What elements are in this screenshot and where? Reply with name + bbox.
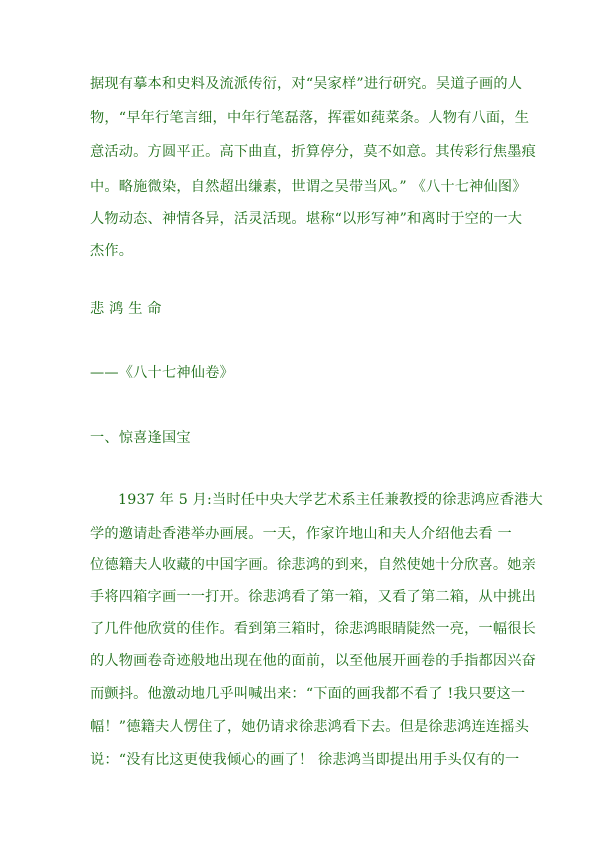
heading-1: 一、惊喜逢国宝	[90, 430, 191, 446]
paragraph-1-line: 物，“早年行笔言细，中年行笔磊落，挥霍如莼菜条。人物有八面，生	[90, 110, 530, 126]
subtitle: ——《八十七神仙卷》	[90, 365, 234, 381]
paragraph-2-line: 学的邀请赴香港举办画展。一天，作家许地山和夫人介绍他去看 一	[90, 526, 512, 542]
paragraph-2-line: 说：“没有比这更使我倾心的画了！ 徐悲鸿当即提出用手头仅有的一	[90, 752, 520, 768]
paragraph-2-line: 的人物画卷奇迹般地出现在他的面前，以至他展开画卷的手指都因兴奋	[90, 653, 537, 669]
paragraph-1-line: 意活动。方圆平正。高下曲直，折算停分，莫不如意。其传彩行焦墨痕	[90, 144, 537, 160]
paragraph-1-line: 据现有摹本和史料及流派传衍，对“吴家样”进行研究。吴道子画的人	[90, 76, 523, 92]
paragraph-2-line: 而颤抖。他激动地几乎叫喊出来：“下面的画我都不看了 !我只要这一	[90, 686, 526, 702]
paragraph-2-line: 手将四箱字画一一打开。徐悲鸿看了第一箱，又看了第二箱，从中挑出	[90, 589, 537, 605]
paragraph-1-line: 中。略施微染，自然超出缣素，世谓之吴带当风。” 《八十七神仙图》	[90, 179, 527, 195]
paragraph-2-line: 1937 年 5 月:当时任中央大学艺术系主任兼教授的徐悲鸿应香港大	[118, 492, 543, 508]
paragraph-1-line: 杰作。	[90, 243, 134, 259]
paragraph-2-line: 幅！”德籍夫人愣住了，她仍请求徐悲鸿看下去。但是徐悲鸿连连摇头	[90, 719, 530, 735]
paragraph-1-line: 人物动态、神情各异，活灵活现。堪称“以形写神”和离时于空的一大	[90, 211, 523, 227]
paragraph-2-line: 位德籍夫人收藏的中国字画。徐悲鸿的到来，自然使她十分欣喜。她亲	[90, 557, 537, 573]
paragraph-2-line: 了几件他欣赏的佳作。看到第三箱时，徐悲鸿眼睛陡然一亮，一幅很长	[90, 621, 537, 637]
section-title: 悲 鸿 生 命	[90, 301, 162, 317]
